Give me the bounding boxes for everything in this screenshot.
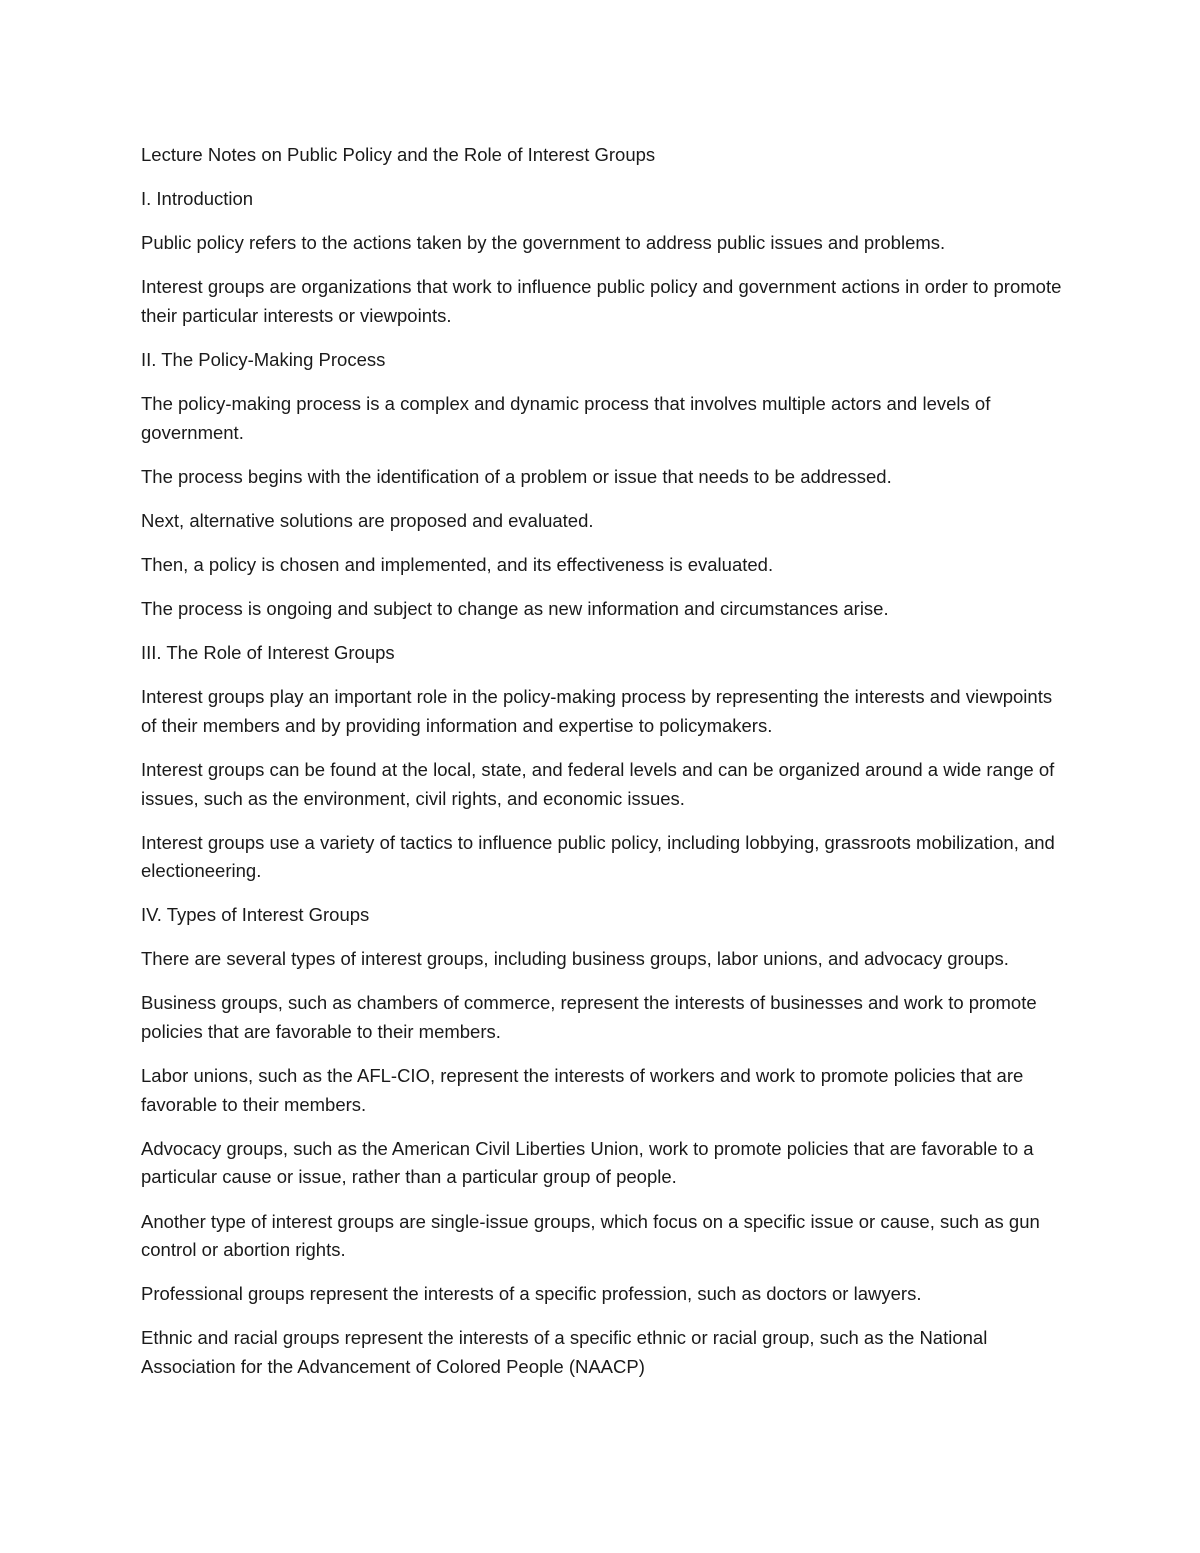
paragraph: The policy-making process is a complex and dynamic process that involves multiple actors and levels of government. bbox=[141, 393, 991, 443]
paragraph: The process begins with the identification of a problem or issue that needs to be addressed. bbox=[141, 465, 892, 487]
document-title: Lecture Notes on Public Policy and the Role of Interest Groups bbox=[141, 144, 656, 165]
paragraph: Interest groups use a variety of tactics to influence public policy, including lobbying, grassroots mobilization, and electioneering. bbox=[141, 831, 1055, 882]
section-heading-introduction: I. Introduction bbox=[141, 188, 254, 210]
document-body bbox=[141, 141, 1066, 1397]
paragraph: Then, a policy is chosen and implemented, and its effectiveness is evaluated. bbox=[141, 553, 774, 575]
paragraph: Next, alternative solutions are proposed and evaluated. bbox=[141, 509, 594, 531]
paragraph: Public policy refers to the actions taken by the government to address public issues and problems. bbox=[141, 232, 946, 254]
paragraph: Professional groups represent the interests of a specific profession, such as doctors or lawyers. bbox=[141, 1283, 922, 1305]
section-heading-role-of-interest-groups: III. The Role of Interest Groups bbox=[141, 642, 395, 664]
paragraph: Interest groups can be found at the local, state, and federal levels and can be organized around a wide range of issues, such as the environment, civil rights, and economic issues. bbox=[141, 758, 1055, 809]
paragraph: Business groups, such as chambers of commerce, represent the interests of businesses and work to promote policies that are favorable to their members. bbox=[141, 992, 1037, 1043]
paragraph: There are several types of interest groups, including business groups, labor unions, and advocacy groups. bbox=[141, 948, 1009, 970]
paragraph: Advocacy groups, such as the American Civil Liberties Union, work to promote policies that are favorable to a particular cause or issue, rather than a particular group of people. bbox=[141, 1137, 1034, 1188]
paragraph: Another type of interest groups are single-issue groups, which focus on a specific issue or cause, such as gun control or abortion rights. bbox=[141, 1210, 1040, 1261]
section-heading-policy-making-process: II. The Policy-Making Process bbox=[141, 348, 386, 370]
paragraph: Ethnic and racial groups represent the interests of a specific ethnic or racial group, such as the National Association for the Advancement of Colored People (NAACP) bbox=[141, 1327, 988, 1377]
section-heading-types-of-interest-groups: IV. Types of Interest Groups bbox=[141, 904, 370, 926]
paragraph: Interest groups are organizations that work to influence public policy and government actions in order to promote their particular interests or viewpoints. bbox=[141, 276, 1062, 326]
paragraph: The process is ongoing and subject to change as new information and circumstances arise. bbox=[141, 598, 889, 620]
paragraph: Labor unions, such as the AFL-CIO, represent the interests of workers and work to promote policies that are favorable to their members. bbox=[141, 1065, 1024, 1115]
paragraph: Interest groups play an important role in the policy-making process by representing the interests and viewpoints of their members and by providing information and expertise to policymakers. bbox=[141, 686, 1053, 736]
